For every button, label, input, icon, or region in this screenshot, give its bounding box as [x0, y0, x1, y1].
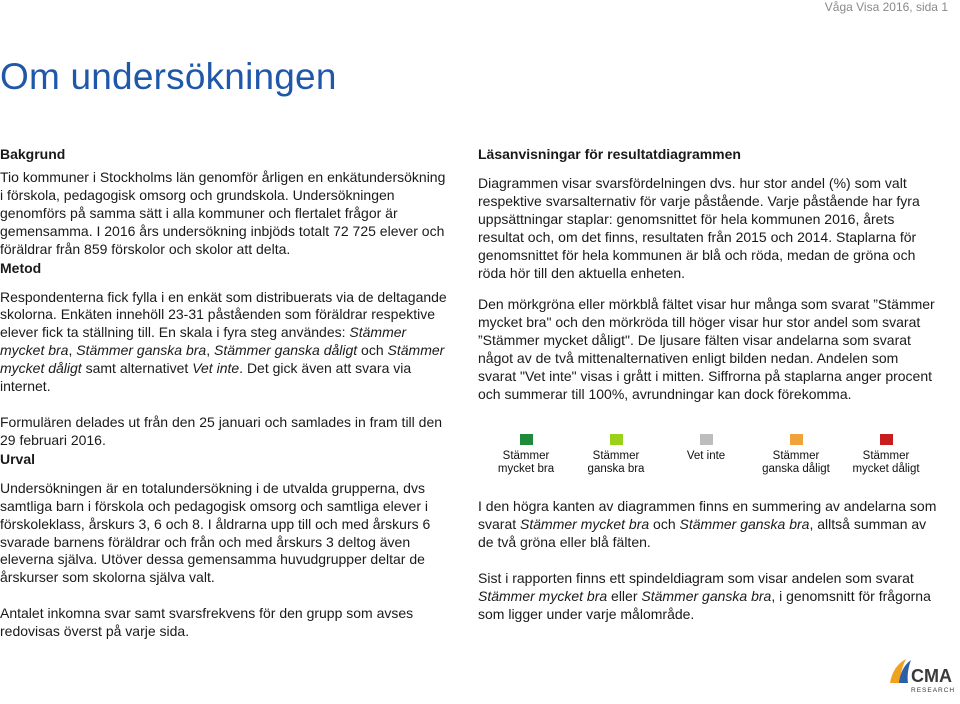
paragraph-falt: Den mörkgröna eller mörkblå fältet visar hur många som svarat ”Stämmer mycket bra" och den mörkröda till höger visar hur stor andel som svarat ”Stämmer mycket dåligt". De ljusare fälten visar andelarna som svarat något av de två mittenalternativen enligt bilden nedan. Andelen som svarat "Vet inte" visas i grått i mitten. Siffrorna på staplarna anger procent och summerar till 100%, avrundningar kan dock förekomma. — [478, 296, 935, 402]
scale-term: Stämmer ganska dåligt — [213, 342, 358, 359]
scale-term: Stämmer mycket bra — [0, 324, 407, 359]
legend-item — [478, 434, 574, 476]
legend-swatch — [610, 434, 623, 445]
metod-text: Respondenterna fick fylla i en enkät som distribuerats via de deltagande skolorna. Enkäten innehöll 23-31 påståenden som föräldrar respektive elever fick ta ställning till. En skala i fyra steg användes: — [0, 288, 447, 341]
legend-swatch — [790, 434, 803, 445]
separator: och — [649, 515, 680, 532]
summering-text: I den högra kanten av diagrammen finns en summering av andelarna som svarat — [478, 498, 937, 532]
logo-subtext: RESEARCH — [911, 687, 956, 694]
legend-label-line1: Vet inte — [686, 450, 726, 462]
separator: samt alternativet — [81, 360, 193, 377]
spindel-text-end: , i genomsnitt för frågorna som ligger under varje målområde. — [478, 587, 931, 622]
section-heading-metod: Metod — [0, 259, 42, 276]
legend-item — [658, 434, 754, 463]
section-heading-bakgrund: Bakgrund — [0, 146, 66, 162]
separator: eller — [607, 587, 642, 604]
paragraph-metod — [0, 289, 450, 396]
legend-swatch — [880, 434, 893, 445]
legend-label-line1: Stämmer — [862, 450, 910, 462]
right-column — [478, 145, 938, 404]
summering-text-end: , alltså summan av de två gröna eller blå fälten. — [478, 515, 927, 550]
legend-label-line2: ganska dåligt — [762, 463, 830, 475]
legend-swatch — [520, 434, 533, 445]
right-column-lower — [478, 498, 938, 623]
paragraph-formular: Formulären delades ut från den 25 januari och samlades in fram till den 29 februari 2016. — [0, 413, 443, 448]
spindel-text: Sist i rapporten finns ett spindeldiagram som visar andelen som svarat — [478, 569, 914, 586]
cma-logo-icon — [886, 649, 956, 699]
legend-label-line1: Stämmer — [772, 450, 820, 462]
scale-term: Stämmer mycket bra — [478, 587, 608, 604]
legend-item — [568, 434, 664, 476]
paragraph-antal: Antalet inkomna svar samt svarsfrekvens för den grupp som avses redovisas överst på varje sida. — [0, 605, 414, 640]
legend-label-line2: ganska bra — [587, 463, 645, 475]
scale-term: Stämmer ganska bra — [679, 515, 810, 532]
separator: , — [68, 342, 77, 359]
separator: , — [206, 342, 214, 359]
paragraph-summering — [478, 498, 938, 552]
separator: och — [357, 342, 388, 359]
scale-term: Stämmer mycket bra — [520, 515, 650, 532]
paragraph-diagram: Diagrammen visar svarsfördelningen dvs. hur stor andel (%) som valt respektive svarsalternativ för varje påstående. Varje påstående har fyra uppsättningar staplar: genomsnittet för hela kommunen 2016, årets resultat och, om det finns, resultaten från 2015 och 2014. Staplarna för genomsnittet för hela kommunen är blå och röda, medan de gröna och röda hör till den aktuella enheten. — [478, 175, 920, 281]
legend-label-line1: Stämmer — [592, 450, 640, 462]
paragraph-bakgrund: Tio kommuner i Stockholms län genomför årligen en enkätundersökning i förskola, pedagogisk omsorg och grundskola. Undersökningen genomförs på samma sätt i alla kommuner och flertalet frågor är gemensamma. I 2016 års undersökning inbjöds totalt 72 725 elever och föräldrar från 859 förskolor och skolor att delta. — [0, 169, 446, 257]
scale-term: Stämmer ganska bra — [76, 342, 207, 359]
metod-text-end: . Det gick även att svara via internet. — [0, 360, 412, 395]
logo-text: CMA — [911, 666, 952, 686]
paragraph-urval: Undersökningen är en totalundersökning i de utvalda grupperna, dvs samtliga barn i förskola och pedagogisk omsorg och samtliga elever i förskoleklass, årskurs 3, 6 och 8. I åldrarna upp till och med årskurs 6 svarade barnens föräldrar och från och med årskurs 3 deltog även eleverna själva. Utöver dessa gemensamma huvudgrupper deltar de årskurser som skolorna själva valt. — [0, 479, 431, 586]
legend-label-line2: mycket dåligt — [852, 463, 920, 475]
section-heading-urval: Urval — [0, 450, 36, 467]
legend-item — [748, 434, 844, 476]
paragraph-spindeldiagram — [478, 570, 938, 624]
response-legend — [478, 434, 938, 480]
legend-item — [838, 434, 934, 476]
left-column — [0, 145, 450, 641]
scale-term: Vet inte — [192, 360, 240, 377]
scale-term: Stämmer mycket dåligt — [0, 342, 445, 377]
legend-label-line1: Stämmer — [502, 450, 550, 462]
section-heading-lasanvisningar: Läsanvisningar för resultatdiagrammen — [478, 146, 741, 162]
legend-swatch — [700, 434, 713, 445]
page-header-label: Våga Visa 2016, sida 1 — [824, 0, 948, 14]
page-title: Om undersökningen — [0, 56, 337, 97]
legend-label-line2: mycket bra — [497, 463, 555, 475]
scale-term: Stämmer ganska bra — [641, 587, 772, 604]
cma-research-logo — [886, 649, 956, 699]
